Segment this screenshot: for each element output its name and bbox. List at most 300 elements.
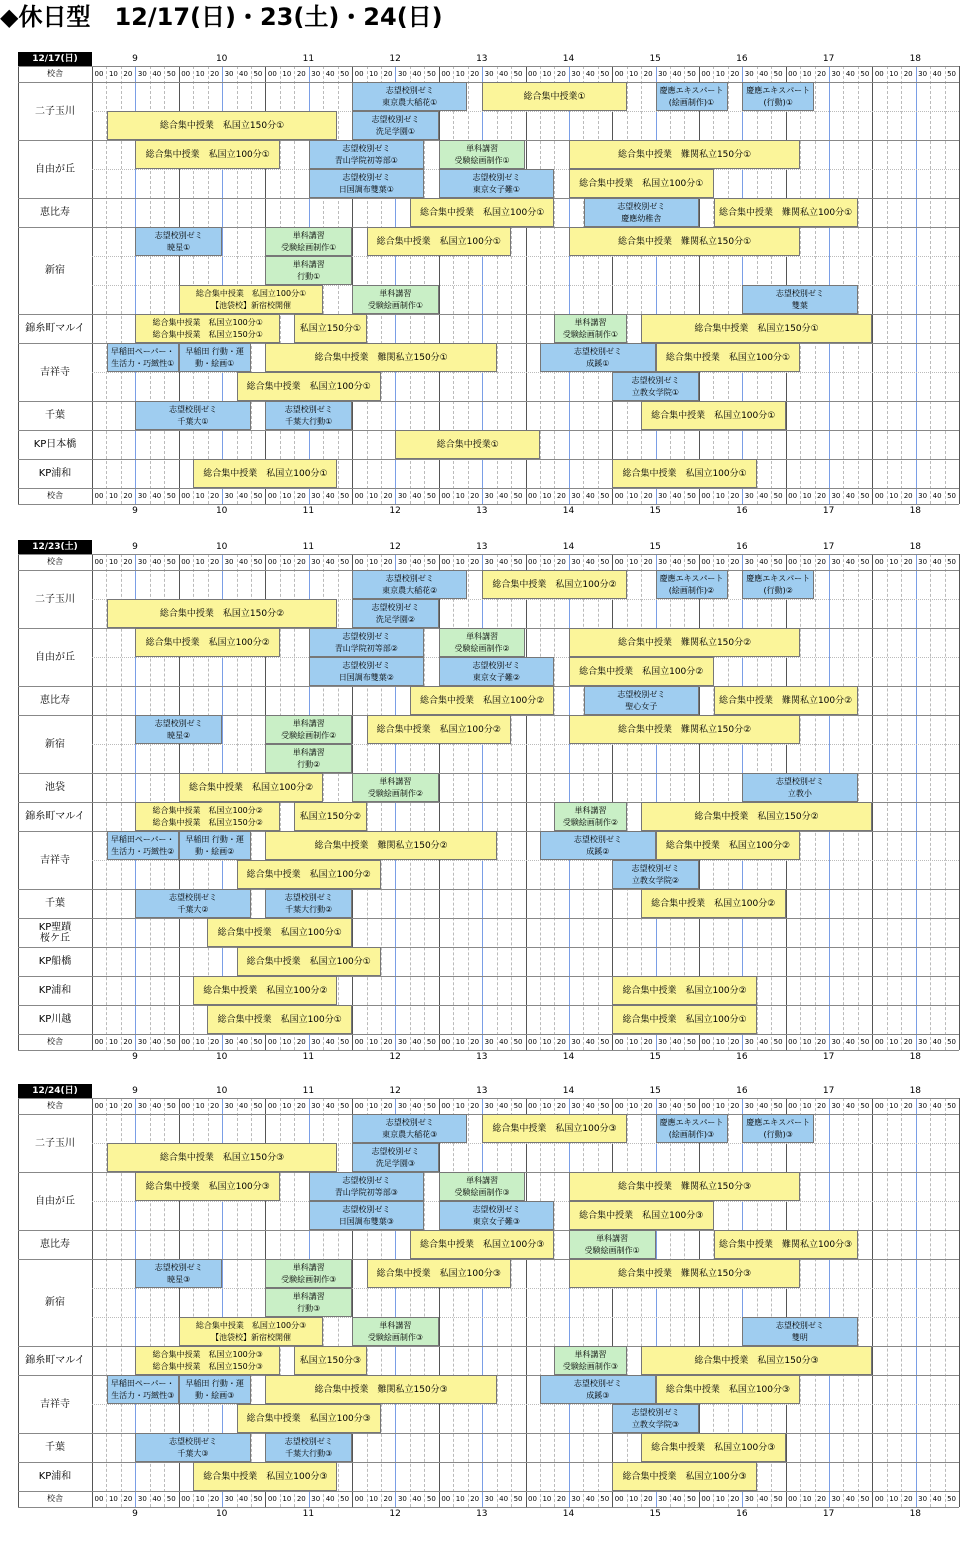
hour-label: 18 (909, 54, 922, 64)
class-slot-label: 総合集中授業 私国立100分③ (665, 1384, 791, 1395)
class-slot[interactable] (135, 401, 250, 430)
grid-line (554, 1098, 555, 1507)
hour-label: 11 (302, 1052, 315, 1062)
minute-label: 40 (239, 1038, 248, 1046)
class-slot[interactable] (742, 285, 857, 314)
class-slot[interactable] (193, 976, 337, 1005)
class-slot[interactable] (309, 140, 424, 169)
class-slot[interactable] (612, 1462, 757, 1491)
class-slot[interactable] (179, 773, 324, 802)
class-slot[interactable] (482, 1114, 627, 1143)
class-slot[interactable] (135, 889, 250, 918)
minute-label: 40 (845, 1038, 855, 1046)
minute-label: 20 (903, 1102, 913, 1110)
class-slot-label: 慶應エキスパート (行動)③ (746, 1117, 811, 1139)
class-slot[interactable] (612, 459, 757, 488)
minute-label: 50 (773, 1495, 783, 1503)
school-label: 千葉 (45, 898, 65, 909)
class-slot[interactable] (265, 1259, 352, 1288)
minute-label: 50 (600, 1102, 610, 1110)
class-slot[interactable] (554, 1346, 627, 1375)
minute-label: 00 (701, 558, 711, 566)
minute-label: 00 (441, 70, 451, 78)
class-slot[interactable] (641, 1346, 872, 1375)
class-slot[interactable] (656, 1114, 728, 1143)
class-slot[interactable] (410, 198, 554, 227)
minute-label: 40 (239, 492, 248, 500)
class-slot[interactable] (641, 401, 786, 430)
minute-label: 30 (311, 492, 321, 500)
minute-label: 50 (166, 558, 176, 566)
class-slot[interactable] (207, 918, 352, 947)
grid-line (18, 66, 959, 67)
minute-label: 50 (773, 1038, 783, 1046)
class-slot-label: 総合集中授業 私国立100分③ (145, 1181, 270, 1192)
minute-label: 40 (845, 70, 855, 78)
minute-label: 40 (499, 492, 509, 500)
class-slot[interactable] (714, 1230, 858, 1259)
class-slot[interactable] (135, 715, 222, 744)
minute-label: 30 (397, 70, 407, 78)
date-label: 12/24(日) (18, 1084, 92, 1098)
class-slot[interactable] (135, 802, 280, 831)
class-slot[interactable] (352, 285, 439, 314)
minute-label: 40 (672, 1495, 682, 1503)
minute-label: 00 (441, 492, 451, 500)
class-slot-label: 志望校別ゼミ 千葉大① (168, 404, 217, 426)
class-slot[interactable] (482, 570, 627, 599)
class-slot[interactable] (294, 802, 367, 831)
hour-label: 12 (389, 1052, 401, 1062)
class-slot[interactable] (612, 1005, 757, 1034)
minute-label: 50 (426, 1102, 436, 1110)
grid-line (18, 1050, 959, 1051)
hour-label: 9 (132, 542, 138, 552)
minute-label: 50 (947, 1495, 956, 1503)
class-slot[interactable] (309, 1172, 424, 1201)
hour-label: 16 (736, 542, 748, 552)
minute-label: 20 (556, 1038, 566, 1046)
class-slot-label: 総合集中授業 私国立100分① (622, 1014, 747, 1025)
minute-label: 20 (817, 558, 826, 566)
class-slot[interactable] (641, 1433, 786, 1462)
minute-label: 40 (412, 492, 422, 500)
minute-label: 10 (629, 1495, 639, 1503)
minute-label: 40 (672, 492, 682, 500)
minute-label: 50 (860, 1102, 870, 1110)
grid-line (583, 1098, 584, 1507)
class-slot[interactable] (135, 1259, 222, 1288)
minute-label: 00 (528, 558, 537, 566)
class-slot[interactable] (714, 198, 858, 227)
class-slot[interactable] (265, 1375, 496, 1404)
minute-label: 20 (123, 1038, 133, 1046)
class-slot[interactable] (107, 599, 338, 628)
class-slot-label: 志望校別ゼミ 立教女学院② (631, 863, 680, 885)
hour-label: 12 (389, 1509, 401, 1519)
class-slot[interactable] (352, 1317, 439, 1346)
class-slot[interactable] (656, 831, 801, 860)
minute-label: 30 (918, 558, 928, 566)
hour-label: 18 (909, 1052, 922, 1062)
minute-label: 10 (108, 1038, 118, 1046)
class-slot[interactable] (309, 628, 424, 657)
minute-label: 40 (152, 1495, 162, 1503)
minute-label: 20 (470, 1038, 480, 1046)
minute-label: 30 (137, 1102, 147, 1110)
class-slot-label: 志望校別ゼミ 立教小 (775, 776, 824, 798)
minute-label: 50 (340, 1038, 350, 1046)
class-slot-label: 単科講習 行動② (292, 747, 325, 769)
minute-label: 00 (614, 70, 624, 78)
minute-label: 10 (369, 1102, 378, 1110)
minute-label: 30 (658, 1038, 667, 1046)
class-slot[interactable] (395, 430, 540, 459)
minute-label: 40 (759, 1495, 769, 1503)
class-slot[interactable] (439, 140, 526, 169)
minute-label: 20 (296, 1038, 306, 1046)
class-slot[interactable] (309, 1201, 424, 1230)
minute-label: 00 (874, 492, 884, 500)
minute-label: 10 (455, 70, 465, 78)
minute-label: 50 (513, 492, 523, 500)
class-slot[interactable] (569, 628, 800, 657)
minute-label: 10 (629, 558, 639, 566)
minute-label: 30 (831, 70, 841, 78)
class-slot[interactable] (569, 1172, 800, 1201)
grid-line (627, 1098, 628, 1507)
class-slot[interactable] (656, 570, 728, 599)
class-slot[interactable] (367, 227, 511, 256)
class-slot-label: 志望校別ゼミ 東京女子難① (472, 172, 521, 194)
class-slot[interactable] (207, 1005, 352, 1034)
hour-label: 15 (649, 1086, 661, 1096)
class-slot[interactable] (135, 140, 280, 169)
class-slot-label: 総合集中授業 難関私立150分① (617, 236, 752, 247)
class-slot[interactable] (135, 1433, 250, 1462)
class-slot[interactable] (569, 715, 800, 744)
class-slot[interactable] (540, 343, 655, 372)
class-slot[interactable] (265, 1433, 352, 1462)
class-slot[interactable] (107, 831, 179, 860)
class-slot[interactable] (265, 889, 352, 918)
minute-label: 30 (311, 1038, 321, 1046)
class-slot[interactable] (612, 860, 699, 889)
class-slot[interactable] (265, 227, 352, 256)
class-slot[interactable] (135, 314, 280, 343)
minute-label: 30 (831, 1038, 841, 1046)
minute-label: 50 (166, 492, 176, 500)
class-slot[interactable] (135, 1172, 280, 1201)
class-slot[interactable] (352, 599, 439, 628)
school-label: KP浦和 (38, 985, 72, 996)
grid-line (18, 1005, 959, 1006)
minute-label: 20 (556, 70, 566, 78)
class-slot[interactable] (352, 111, 439, 140)
class-slot[interactable] (656, 82, 728, 111)
minute-label: 50 (513, 1495, 523, 1503)
minute-label: 10 (542, 1038, 552, 1046)
minute-label: 00 (441, 1495, 451, 1503)
minute-label: 10 (195, 1495, 205, 1503)
minute-label: 20 (817, 492, 826, 500)
class-slot[interactable] (641, 802, 872, 831)
minute-label: 20 (556, 1495, 566, 1503)
minute-label: 20 (210, 1495, 220, 1503)
school-label: 吉祥寺 (40, 366, 70, 378)
class-slot[interactable] (482, 82, 627, 111)
class-slot[interactable] (237, 1404, 381, 1433)
minute-label: 50 (166, 1495, 176, 1503)
class-slot-label: 志望校別ゼミ 千葉大② (168, 892, 217, 914)
class-slot-label: 総合集中授業 難関私立150分② (617, 724, 752, 735)
class-slot-label: 総合集中授業 難関私立150分③ (617, 1181, 752, 1192)
class-slot-label: 単科講習 受験絵画制作① (584, 1233, 640, 1255)
class-slot[interactable] (367, 1259, 511, 1288)
class-slot[interactable] (352, 1114, 467, 1143)
class-slot-label: 志望校別ゼミ 雙明 (775, 1320, 824, 1342)
minute-label: 50 (600, 558, 610, 566)
class-slot[interactable] (135, 1346, 280, 1375)
minute-label: 10 (889, 1495, 899, 1503)
minute-label: 00 (181, 492, 191, 500)
minute-label: 30 (918, 70, 928, 78)
class-slot[interactable] (265, 343, 496, 372)
class-slot[interactable] (656, 1375, 801, 1404)
class-slot[interactable] (107, 1143, 338, 1172)
class-slot[interactable] (352, 1143, 439, 1172)
class-slot[interactable] (179, 343, 251, 372)
minute-label: 40 (759, 1038, 769, 1046)
class-slot-label: 志望校別ゼミ 千葉大③ (168, 1436, 217, 1458)
minute-label: 20 (817, 1495, 826, 1503)
minute-label: 00 (181, 1038, 191, 1046)
class-slot-label: 総合集中授業 私国立150分③ (694, 1355, 819, 1366)
school-label: 千葉 (45, 410, 65, 421)
class-slot[interactable] (742, 1114, 814, 1143)
minute-label: 30 (571, 1495, 581, 1503)
minute-label: 10 (629, 492, 639, 500)
class-slot[interactable] (265, 256, 352, 285)
class-slot-label: 志望校別ゼミ 千葉大行動① (284, 404, 333, 426)
class-slot[interactable] (135, 628, 280, 657)
class-slot[interactable] (554, 314, 627, 343)
class-slot[interactable] (439, 169, 554, 198)
minute-label: 50 (340, 70, 350, 78)
class-slot[interactable] (714, 686, 858, 715)
minute-label: 40 (845, 1102, 855, 1110)
class-slot-label: 志望校別ゼミ 立教女学院① (631, 375, 680, 397)
class-slot[interactable] (265, 744, 352, 773)
minute-label: 10 (108, 558, 118, 566)
minute-label: 30 (311, 1495, 321, 1503)
class-slot[interactable] (540, 831, 655, 860)
school-label: KP聖蹟 桜ケ丘 (38, 921, 72, 944)
class-slot[interactable] (352, 570, 467, 599)
class-slot-label: 総合集中授業① (523, 91, 586, 102)
minute-label: 50 (773, 558, 783, 566)
minute-label: 40 (845, 492, 855, 500)
minute-label: 50 (600, 492, 610, 500)
class-slot[interactable] (294, 1346, 367, 1375)
class-slot[interactable] (237, 860, 381, 889)
minute-label: 00 (354, 1102, 364, 1110)
class-slot[interactable] (742, 773, 857, 802)
minute-label: 50 (600, 1495, 610, 1503)
class-slot-label: 総合集中授業 私国立100分③ (420, 1239, 545, 1250)
minute-label: 00 (788, 492, 798, 500)
class-slot[interactable] (265, 831, 496, 860)
class-slot-label: 志望校別ゼミ 暁星③ (154, 1262, 203, 1284)
minute-label: 20 (210, 492, 220, 500)
minute-label: 20 (903, 1495, 913, 1503)
date-label: 12/23(土) (18, 540, 92, 554)
class-slot[interactable] (107, 1375, 179, 1404)
class-slot[interactable] (569, 1201, 714, 1230)
class-slot[interactable] (179, 1375, 251, 1404)
minute-label: 40 (672, 1102, 682, 1110)
class-slot[interactable] (294, 314, 367, 343)
minute-label: 20 (296, 1495, 306, 1503)
class-slot[interactable] (569, 227, 800, 256)
class-slot[interactable] (107, 111, 338, 140)
school-label: 新宿 (45, 738, 65, 750)
minute-label: 00 (441, 1038, 451, 1046)
school-label: 二子玉川 (35, 105, 75, 117)
class-slot[interactable] (612, 976, 757, 1005)
class-slot-label: 志望校別ゼミ 雙葉 (775, 288, 824, 310)
class-slot[interactable] (237, 372, 381, 401)
class-slot[interactable] (439, 1201, 554, 1230)
class-slot-label: 志望校別ゼミ 日国調布雙葉③ (338, 1204, 394, 1226)
class-slot[interactable] (410, 1230, 554, 1259)
grid-line (843, 1098, 844, 1507)
class-slot[interactable] (641, 314, 872, 343)
minute-label: 20 (556, 1102, 566, 1110)
minute-label: 10 (889, 558, 899, 566)
school-label: KP浦和 (38, 1471, 72, 1482)
minute-label: 30 (831, 558, 841, 566)
minute-label: 10 (108, 492, 118, 500)
minute-label: 00 (94, 558, 104, 566)
class-slot-label: 志望校別ゼミ 青山学院初等部③ (334, 1175, 398, 1197)
class-slot[interactable] (352, 773, 439, 802)
class-slot[interactable] (193, 459, 337, 488)
class-slot-label: 総合集中授業 難関私立150分③ (314, 1384, 448, 1395)
school-label: KP浦和 (38, 468, 72, 479)
minute-label: 20 (730, 1495, 740, 1503)
class-slot[interactable] (309, 169, 424, 198)
class-slot-label: 総合集中授業 私国立150分① (694, 323, 819, 334)
minute-label: 20 (210, 70, 220, 78)
class-slot-label: 総合集中授業 私国立100分② (188, 782, 314, 793)
class-slot[interactable] (569, 657, 714, 686)
minute-label: 20 (383, 558, 393, 566)
class-slot[interactable] (135, 227, 222, 256)
minute-label: 00 (94, 1038, 104, 1046)
class-slot[interactable] (742, 82, 814, 111)
class-slot[interactable] (107, 343, 179, 372)
class-slot[interactable] (742, 1317, 857, 1346)
grid-line (18, 918, 959, 919)
minute-label: 20 (817, 1038, 826, 1046)
hour-label: 18 (909, 1086, 922, 1096)
class-slot[interactable] (410, 686, 554, 715)
school-label: KP船橋 (38, 956, 72, 967)
class-slot[interactable] (742, 570, 814, 599)
class-slot[interactable] (554, 802, 627, 831)
class-slot[interactable] (265, 715, 352, 744)
grid-line (786, 1098, 787, 1507)
minute-label: 40 (585, 1038, 595, 1046)
class-slot[interactable] (265, 1288, 352, 1317)
class-slot-label: 志望校別ゼミ 東京女子難③ (472, 1204, 521, 1226)
class-slot[interactable] (656, 343, 801, 372)
minute-label: 40 (152, 1038, 162, 1046)
hour-label: 17 (822, 1052, 835, 1062)
minute-label: 10 (715, 492, 725, 500)
class-slot[interactable] (309, 657, 424, 686)
minute-label: 00 (441, 1102, 451, 1110)
class-slot-label: 単科講習 受験絵画制作① (367, 288, 424, 310)
minute-label: 40 (585, 1102, 595, 1110)
class-slot[interactable] (367, 715, 511, 744)
class-slot[interactable] (179, 831, 251, 860)
minute-label: 40 (672, 558, 682, 566)
minute-label: 40 (932, 1495, 942, 1503)
class-slot[interactable] (612, 372, 699, 401)
minute-label: 40 (325, 492, 335, 500)
class-slot[interactable] (584, 686, 699, 715)
minute-label: 40 (585, 1495, 595, 1503)
class-slot[interactable] (193, 1462, 337, 1491)
school-label: 恵比寿 (40, 207, 70, 218)
class-slot[interactable] (569, 140, 800, 169)
class-slot[interactable] (540, 1375, 655, 1404)
class-slot[interactable] (569, 169, 714, 198)
grid-line (800, 1098, 801, 1507)
class-slot-label: 単科講習 受験絵画制作① (281, 230, 337, 252)
class-slot[interactable] (439, 657, 554, 686)
class-slot[interactable] (439, 628, 526, 657)
class-slot[interactable] (439, 1172, 526, 1201)
minute-label: 50 (686, 1102, 696, 1110)
minute-label: 40 (759, 1102, 769, 1110)
class-slot[interactable] (265, 401, 352, 430)
minute-label: 40 (239, 558, 248, 566)
class-slot[interactable] (237, 947, 381, 976)
minute-label: 00 (874, 70, 884, 78)
hour-label: 13 (476, 1509, 488, 1519)
class-slot-label: 総合集中授業 私国立100分① (246, 956, 371, 967)
class-slot[interactable] (179, 1317, 324, 1346)
minute-label: 20 (296, 492, 306, 500)
class-slot[interactable] (612, 1404, 699, 1433)
hour-label: 18 (909, 1509, 922, 1519)
class-slot[interactable] (641, 889, 786, 918)
minute-label: 30 (658, 1495, 667, 1503)
class-slot-label: 総合集中授業 私国立100分① (420, 207, 545, 218)
grid-line (439, 1098, 440, 1507)
school-label: 二子玉川 (35, 593, 75, 605)
minute-label: 50 (860, 1495, 870, 1503)
grid-line (18, 1462, 959, 1463)
class-slot[interactable] (569, 1259, 800, 1288)
class-slot[interactable] (569, 1230, 656, 1259)
class-slot[interactable] (584, 198, 699, 227)
class-slot[interactable] (352, 82, 467, 111)
class-slot[interactable] (179, 285, 324, 314)
